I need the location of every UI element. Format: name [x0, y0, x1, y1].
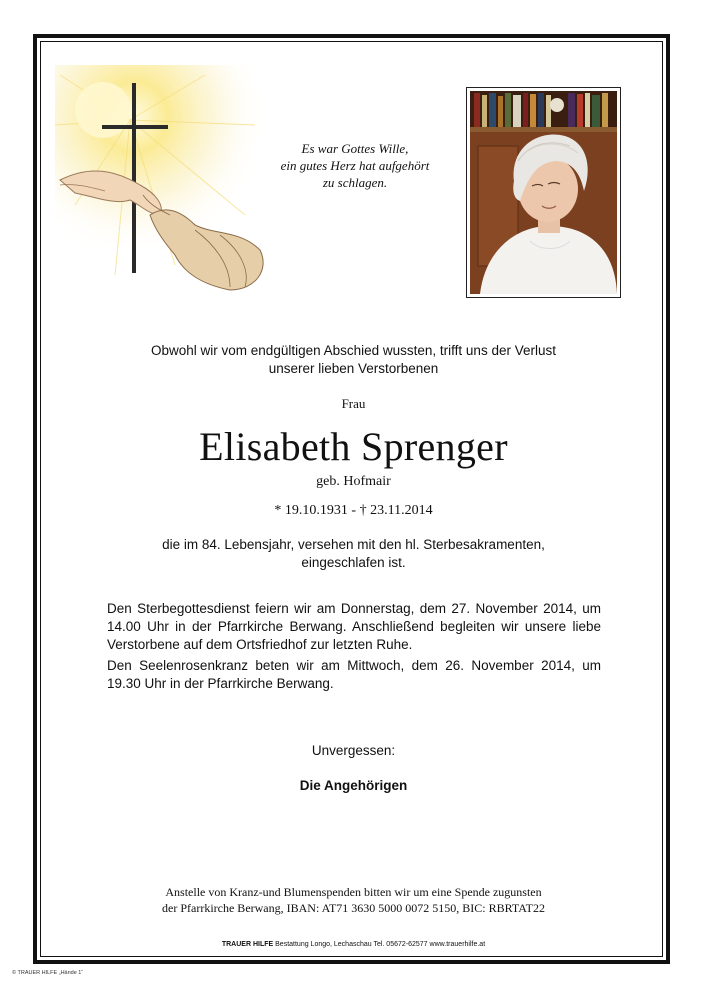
- quote-block: [270, 140, 440, 191]
- footer-text: Bestattung Longo, Lechaschau Tel. 05672-62577 www.trauerhilfe.at: [273, 941, 486, 948]
- portrait-photo: [470, 91, 617, 294]
- donation-note: [60, 884, 647, 916]
- quote-line-3: zu schlagen.: [322, 175, 388, 190]
- cross-hands-illustration: [55, 65, 280, 300]
- footer-brand: TRAUER HILFE: [221, 941, 274, 948]
- intro-text: [60, 342, 647, 378]
- unvergessen-label: Unvergessen:: [311, 743, 396, 758]
- footer-credit: [60, 941, 647, 948]
- donation-line-2: der Pfarrkirche Berwang, IBAN: AT71 3630 5000 0072 5150, BIC: RBRTAT22: [162, 901, 545, 915]
- life-dates: * 19.10.1931 - † 23.11.2014: [274, 503, 433, 518]
- lebensjahr-text: [60, 536, 647, 572]
- quote-line-2: ein gutes Herz hat aufgehört: [280, 158, 430, 173]
- title-frau: Frau: [341, 396, 366, 411]
- intro-line-1: Obwohl wir vom endgültigen Abschied wussten, trifft uns der Verlust: [151, 343, 556, 358]
- cross-icon: [132, 83, 136, 273]
- family-signature: Die Angehörigen: [299, 778, 408, 793]
- donation-line-1: Anstelle von Kranz-und Blumenspenden bitten wir um eine Spende zugunsten: [165, 885, 542, 899]
- lebensjahr-line-2: eingeschlafen ist.: [301, 555, 406, 570]
- maiden-name: geb. Hofmair: [316, 474, 391, 489]
- intro-line-2: unserer lieben Verstorbenen: [268, 361, 439, 376]
- deceased-name: Elisabeth Sprenger: [199, 424, 508, 469]
- copyright-note: © TRAUER HILFE „Hände 1“: [12, 970, 84, 976]
- rosary-paragraph: Den Seelenrosenkranz beten wir am Mittwoch, dem 26. November 2014, um 19.30 Uhr in der Pfarrkirche Berwang.: [107, 658, 601, 691]
- lebensjahr-line-1: die im 84. Lebensjahr, versehen mit den hl. Sterbesakramenten,: [162, 537, 545, 552]
- funeral-paragraph: Den Sterbegottesdienst feiern wir am Donnerstag, dem 27. November 2014, um 14.00 Uhr in der Pfarrkirche Berwang. Anschließend begleiten wir unsere liebe Verstorbene auf dem Ortsfriedhof zur letzten Ruhe.: [107, 601, 601, 652]
- quote-line-1: Es war Gottes Wille,: [301, 141, 409, 156]
